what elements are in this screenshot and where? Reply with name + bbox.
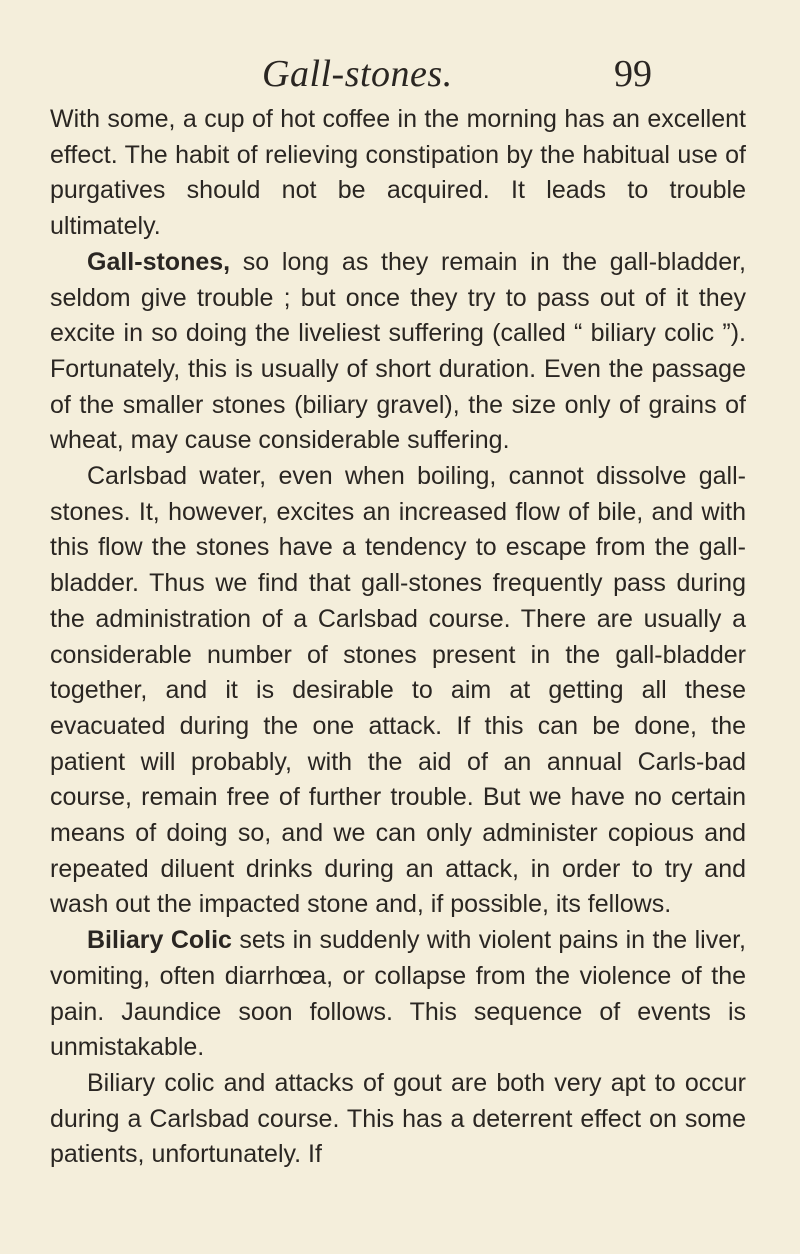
run-in-heading-biliary-colic: Biliary Colic bbox=[87, 926, 232, 955]
paragraph-coffee bbox=[50, 102, 746, 245]
paragraph-text: so long as they remain in the gall-bladder, seldom give trouble ; but once they try to pass out of it they excite in so doing the liveliest suffering (called “ biliary colic ”). Fortunately, this is usually of short duration. Even the passage of the smaller stones (biliary gravel), the size only of grains of wheat, may cause considerable suffering. bbox=[50, 247, 746, 455]
paragraph-gout bbox=[50, 1066, 746, 1173]
paragraph-biliary-colic bbox=[50, 923, 746, 1066]
running-title: Gall-stones. bbox=[262, 53, 453, 95]
paragraph-carlsbad-water bbox=[50, 459, 746, 923]
run-in-heading-gall-stones: Gall-stones, bbox=[87, 247, 231, 276]
body-text bbox=[50, 102, 746, 1173]
running-head bbox=[0, 52, 800, 102]
paragraph-gall-stones bbox=[50, 245, 746, 459]
page-number: 99 bbox=[614, 53, 652, 95]
paragraph-text: sets in suddenly with violent pains in the liver, vomiting, often diarrhœa, or collapse from the violence of the pain. Jaundice soon follows. This sequence of events is unmistakable. bbox=[50, 926, 747, 1062]
paragraph-text: Biliary colic and attacks of gout are both very apt to occur during a Carlsbad course. This has a deterrent effect on some patients, unfortunately. If bbox=[50, 1068, 746, 1169]
paragraph-text: With some, a cup of hot coffee in the morning has an excellent effect. The habit of relieving constipation by the habitual use of purgatives should not be acquired. It leads to trouble ultimately. bbox=[50, 105, 746, 241]
paragraph-text: Carlsbad water, even when boiling, cannot dissolve gall-stones. It, however, excites an increased flow of bile, and with this flow the stones have a tendency to escape from the gall-bladder. Thus we find that gall-stones frequently pass during the administration of a Carlsbad course. There are usually a considerable number of stones present in the gall-bladder together, and it is desirable to aim at getting all these evacuated during the one attack. If this can be done, the patient will probably, with the aid of an annual Carls-bad course, remain free of further trouble. But we have no certain means of doing so, and we can only administer copious and repeated diluent drinks during an attack, in order to try and wash out the impacted stone and, if possible, its fellows. bbox=[50, 462, 746, 919]
